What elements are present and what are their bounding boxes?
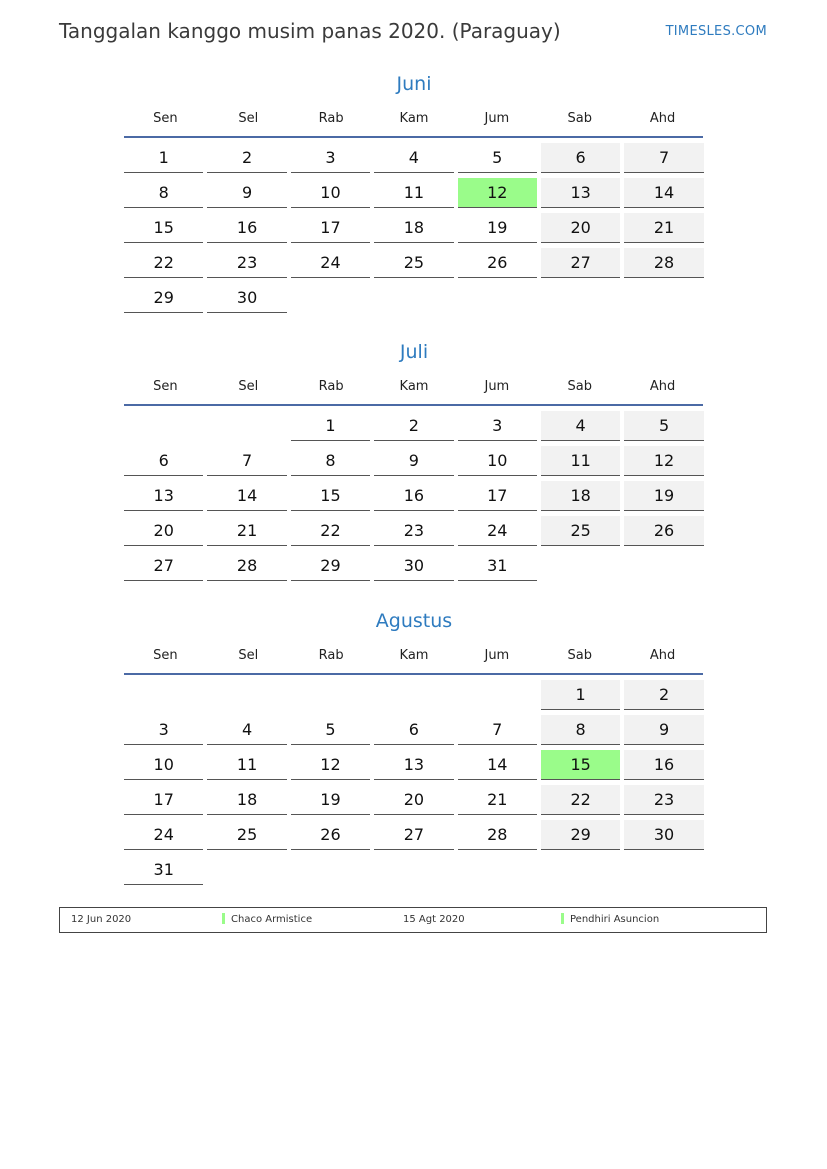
weekday-label: Sel (238, 110, 259, 126)
weekday-label: Jum (484, 647, 510, 663)
day-cell: 5 (458, 143, 537, 173)
weekday-label: Ahd (649, 110, 676, 126)
day-grid (124, 143, 704, 313)
day-cell: 25 (541, 516, 620, 546)
weekday-label: Rab (318, 378, 344, 394)
month-august (124, 607, 704, 885)
day-cell: 19 (291, 785, 370, 815)
day-cell: 30 (374, 551, 453, 581)
empty-cell (541, 551, 620, 580)
weekday-label: Jum (484, 110, 510, 126)
weekday-header (124, 372, 704, 400)
day-cell: 21 (207, 516, 286, 546)
day-grid (124, 411, 704, 581)
legend-entry (222, 908, 312, 932)
day-cell: 20 (541, 213, 620, 243)
day-cell: 3 (291, 143, 370, 173)
empty-cell (291, 283, 370, 312)
legend-date: 12 Jun 2020 (71, 914, 132, 925)
day-cell: 22 (124, 248, 203, 278)
site-link[interactable]: TIMESLES.COM (665, 24, 767, 39)
weekday-label: Sab (567, 110, 592, 126)
day-cell: 3 (124, 715, 203, 745)
day-cell: 26 (624, 516, 703, 546)
day-cell: 2 (624, 680, 703, 710)
day-cell: 24 (458, 516, 537, 546)
weekday-label: Ahd (649, 378, 676, 394)
day-cell: 25 (374, 248, 453, 278)
month-july (124, 338, 704, 581)
day-cell: 9 (374, 446, 453, 476)
day-cell: 1 (541, 680, 620, 710)
day-cell: 16 (374, 481, 453, 511)
day-cell: 24 (291, 248, 370, 278)
day-cell: 13 (124, 481, 203, 511)
weekday-label: Sab (567, 647, 592, 663)
day-cell: 28 (207, 551, 286, 581)
day-cell: 13 (541, 178, 620, 208)
day-cell: 14 (207, 481, 286, 511)
day-cell: 26 (458, 248, 537, 278)
weekday-label: Sel (238, 378, 259, 394)
day-cell: 9 (624, 715, 703, 745)
day-cell: 20 (124, 516, 203, 546)
holiday-legend (59, 907, 767, 933)
day-cell: 4 (207, 715, 286, 745)
day-cell: 31 (458, 551, 537, 581)
day-cell: 2 (374, 411, 453, 441)
day-cell: 12 (458, 178, 537, 208)
day-cell: 27 (374, 820, 453, 850)
empty-cell (458, 283, 537, 312)
month-title: Juni (396, 73, 432, 95)
day-cell: 14 (624, 178, 703, 208)
weekday-label: Sab (567, 378, 592, 394)
day-cell: 11 (374, 178, 453, 208)
day-cell: 13 (374, 750, 453, 780)
day-cell: 8 (291, 446, 370, 476)
day-cell: 12 (291, 750, 370, 780)
empty-cell (458, 680, 537, 709)
day-cell: 17 (291, 213, 370, 243)
month-title: Juli (399, 341, 429, 363)
weekday-label: Sel (238, 647, 259, 663)
weekday-header (124, 104, 704, 132)
day-cell: 16 (624, 750, 703, 780)
day-cell: 5 (291, 715, 370, 745)
empty-cell (458, 855, 537, 884)
day-cell: 5 (624, 411, 703, 441)
weekday-label: Kam (399, 110, 429, 126)
day-cell: 27 (541, 248, 620, 278)
empty-cell (624, 855, 703, 884)
empty-cell (374, 680, 453, 709)
day-cell: 21 (458, 785, 537, 815)
weekday-label: Jum (484, 378, 510, 394)
day-grid (124, 680, 704, 885)
day-cell: 25 (207, 820, 286, 850)
day-cell: 19 (458, 213, 537, 243)
holiday-marker (561, 913, 564, 924)
day-cell: 2 (207, 143, 286, 173)
weekday-label: Ahd (649, 647, 676, 663)
empty-cell (207, 680, 286, 709)
day-cell: 11 (541, 446, 620, 476)
day-cell: 6 (124, 446, 203, 476)
empty-cell (541, 283, 620, 312)
day-cell: 30 (624, 820, 703, 850)
empty-cell (291, 680, 370, 709)
day-cell: 31 (124, 855, 203, 885)
day-cell: 7 (207, 446, 286, 476)
day-cell: 6 (374, 715, 453, 745)
empty-cell (207, 855, 286, 884)
day-cell: 10 (291, 178, 370, 208)
day-cell: 22 (541, 785, 620, 815)
day-cell: 8 (541, 715, 620, 745)
header-divider (124, 136, 703, 138)
empty-cell (374, 855, 453, 884)
day-cell: 28 (624, 248, 703, 278)
day-cell: 10 (458, 446, 537, 476)
empty-cell (124, 411, 203, 440)
day-cell: 7 (624, 143, 703, 173)
day-cell: 15 (541, 750, 620, 780)
day-cell: 9 (207, 178, 286, 208)
day-cell: 22 (291, 516, 370, 546)
month-title: Agustus (375, 610, 453, 632)
legend-holiday-name: Pendhiri Asuncion (570, 914, 660, 925)
empty-cell (124, 680, 203, 709)
day-cell: 18 (374, 213, 453, 243)
day-cell: 23 (207, 248, 286, 278)
weekday-label: Sen (153, 647, 178, 663)
day-cell: 1 (291, 411, 370, 441)
empty-cell (541, 855, 620, 884)
weekday-label: Rab (318, 110, 344, 126)
day-cell: 29 (124, 283, 203, 313)
day-cell: 26 (291, 820, 370, 850)
empty-cell (624, 551, 703, 580)
day-cell: 11 (207, 750, 286, 780)
header-divider (124, 673, 703, 675)
day-cell: 4 (541, 411, 620, 441)
weekday-label: Sen (153, 378, 178, 394)
empty-cell (624, 283, 703, 312)
day-cell: 27 (124, 551, 203, 581)
weekday-header (124, 641, 704, 669)
day-cell: 17 (458, 481, 537, 511)
day-cell: 10 (124, 750, 203, 780)
weekday-label: Sen (153, 110, 178, 126)
legend-holiday-name: Chaco Armistice (231, 914, 313, 925)
day-cell: 4 (374, 143, 453, 173)
empty-cell (374, 283, 453, 312)
empty-cell (207, 411, 286, 440)
day-cell: 12 (624, 446, 703, 476)
day-cell: 19 (624, 481, 703, 511)
day-cell: 6 (541, 143, 620, 173)
weekday-label: Rab (318, 647, 344, 663)
weekday-label: Kam (399, 378, 429, 394)
empty-cell (291, 855, 370, 884)
legend-entry (561, 908, 659, 932)
page-title: Tanggalan kanggo musim panas 2020. (Paraguay) (59, 19, 561, 43)
day-cell: 3 (458, 411, 537, 441)
day-cell: 29 (291, 551, 370, 581)
day-cell: 15 (291, 481, 370, 511)
holiday-marker (222, 913, 225, 924)
day-cell: 23 (374, 516, 453, 546)
day-cell: 21 (624, 213, 703, 243)
day-cell: 23 (624, 785, 703, 815)
day-cell: 1 (124, 143, 203, 173)
day-cell: 8 (124, 178, 203, 208)
day-cell: 30 (207, 283, 286, 313)
day-cell: 15 (124, 213, 203, 243)
legend-date: 15 Agt 2020 (403, 914, 465, 925)
day-cell: 14 (458, 750, 537, 780)
header-divider (124, 404, 703, 406)
day-cell: 7 (458, 715, 537, 745)
day-cell: 18 (541, 481, 620, 511)
day-cell: 29 (541, 820, 620, 850)
month-june (124, 70, 704, 313)
day-cell: 17 (124, 785, 203, 815)
day-cell: 20 (374, 785, 453, 815)
day-cell: 28 (458, 820, 537, 850)
weekday-label: Kam (399, 647, 429, 663)
day-cell: 16 (207, 213, 286, 243)
day-cell: 18 (207, 785, 286, 815)
day-cell: 24 (124, 820, 203, 850)
